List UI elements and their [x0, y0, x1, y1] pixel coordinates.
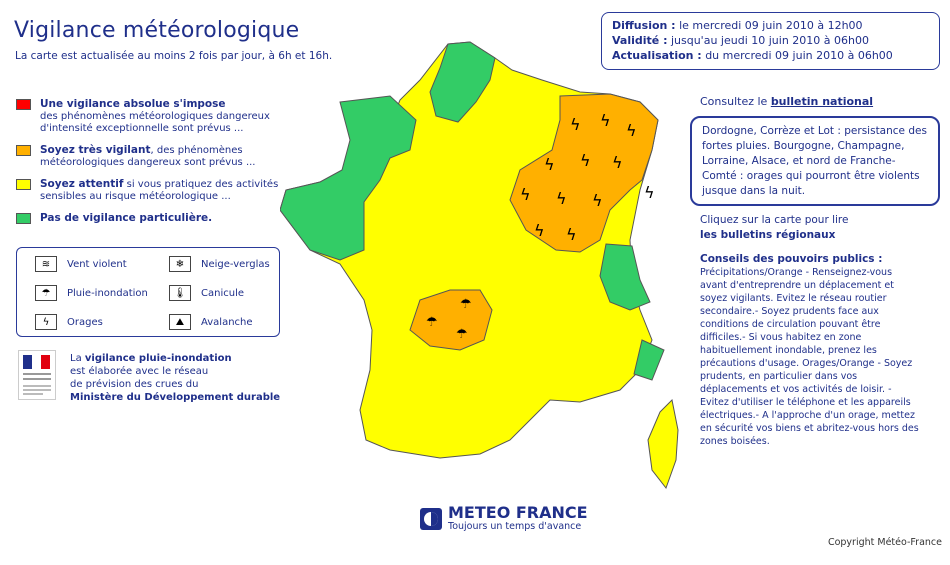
- conseils-title: Conseils des pouvoirs publics :: [700, 253, 883, 265]
- ministry-line2: est élaborée avec le réseau: [70, 366, 209, 377]
- storm-label: Orages: [67, 316, 103, 328]
- legend-red-text: des phénomènes météorologiques dangereux d'intensité exceptionnelle sont prévus ...: [40, 111, 270, 134]
- public-advice: [700, 253, 920, 448]
- legend-yellow: [16, 178, 286, 203]
- orange-swatch: [16, 145, 31, 156]
- page-subtitle: La carte est actualisée au moins 2 fois par jour, à 6h et 16h.: [15, 50, 333, 62]
- green-swatch: [16, 213, 31, 224]
- heat-label: Canicule: [201, 287, 244, 299]
- meteo-france-badge-icon: [420, 508, 442, 530]
- actualisation-label: Actualisation :: [612, 49, 702, 62]
- regional-bulletins-link[interactable]: les bulletins régionaux: [700, 229, 836, 241]
- conseils-text: Précipitations/Orange - Renseignez-vous avant d'entreprendre un déplacement et soyez vigilants. Evitez le réseau routier secondaire.- Soyez prudents face aux conditions de circulation pouvant être difficiles.- Si vous habitez en zone habituellement inondable, prenez les précautions d'usage. Orages/Orange - Soyez prudents, en particulier dans vos déplacements et vos activités de loisir. - Evitez d'utiliser le téléphone et les appareils électriques.- A l'approche d'un orage, mettez en sécurité vos biens et abritez-vous hors des zones boisées.: [700, 267, 919, 447]
- storm-icon: ϟ: [544, 155, 555, 174]
- click-map-hint: [700, 213, 848, 243]
- phenomenon-storm: [35, 314, 103, 330]
- legend-red: [16, 98, 286, 135]
- snow-ice-icon: ❄: [169, 256, 191, 272]
- storm-icon: ϟ: [35, 314, 57, 330]
- phenomenon-snow: [169, 256, 270, 272]
- ministry-line1-bold: vigilance pluie-inondation: [84, 353, 232, 364]
- heatwave-icon: 🌡: [169, 285, 191, 301]
- bulletin-national-link[interactable]: bulletin national: [770, 95, 874, 108]
- snow-label: Neige-verglas: [201, 258, 270, 270]
- phenomenon-heat: [169, 285, 244, 301]
- storm-icon: ϟ: [520, 185, 531, 204]
- storm-icon: ϟ: [626, 121, 637, 140]
- rain-flood-icon: ☂: [456, 327, 468, 342]
- phenomenon-wind: [35, 256, 127, 272]
- validite-label: Validité :: [612, 34, 668, 47]
- storm-icon: ϟ: [580, 151, 591, 170]
- phenomenon-rain: [35, 285, 148, 301]
- rain-flood-icon: ☂: [426, 315, 438, 330]
- storm-icon: ϟ: [534, 221, 545, 240]
- legend-orange-text: , des phénomènes météorologiques dangereux sont prévus ...: [40, 145, 256, 168]
- rain-flood-icon: ☂: [460, 297, 472, 312]
- rain-label: Pluie-inondation: [67, 287, 148, 299]
- storm-icon: ϟ: [592, 191, 603, 210]
- meteo-france-logo[interactable]: [420, 505, 588, 532]
- diffusion-value: le mercredi 09 juin 2010 à 12h00: [679, 19, 863, 32]
- storm-icon: ϟ: [556, 189, 567, 208]
- ministry-line1-prefix: La: [70, 353, 85, 364]
- click-map-line1: Cliquez sur la carte pour lire: [700, 214, 849, 226]
- bulletin-prefix: Consultez le: [700, 95, 771, 108]
- avalanche-label: Avalanche: [201, 316, 253, 328]
- wind-icon: ≋: [35, 256, 57, 272]
- avalanche-icon: ⛰: [169, 314, 191, 330]
- legend-green: [16, 212, 286, 225]
- copyright: Copyright Météo-France: [827, 537, 942, 548]
- page-title: Vigilance météorologique: [14, 18, 300, 43]
- vigilance-map[interactable]: [280, 40, 680, 490]
- diffusion-label: Diffusion :: [612, 19, 676, 32]
- phenomena-legend: [16, 247, 280, 337]
- corsica[interactable]: [648, 400, 678, 488]
- wind-label: Vent violent: [67, 258, 127, 270]
- bulletin-national-line: [700, 95, 873, 108]
- vigilance-legend: [16, 98, 286, 234]
- legend-green-title: Pas de vigilance particulière.: [40, 212, 213, 224]
- validite-value: jusqu'au jeudi 10 juin 2010 à 06h00: [670, 34, 869, 47]
- republique-francaise-logo: [18, 350, 56, 400]
- storm-icon: ϟ: [612, 153, 623, 172]
- yellow-swatch: [16, 179, 31, 190]
- legend-orange: [16, 144, 286, 169]
- legend-orange-title: Soyez très vigilant: [40, 144, 151, 156]
- rain-flood-icon: ☂: [35, 285, 57, 301]
- brand-tagline: Toujours un temps d'avance: [448, 521, 582, 532]
- actualisation-value: du mercredi 09 juin 2010 à 06h00: [705, 49, 893, 62]
- summary-box: Dordogne, Corrèze et Lot : persistance des fortes pluies. Bourgogne, Champagne, Lorraine, Alsace, et nord de Franche-Comté : orages qui pourront être violents jusque dans la nuit.: [690, 116, 940, 206]
- ministry-line3: de prévision des crues du: [70, 379, 199, 390]
- storm-icon: ϟ: [566, 225, 577, 244]
- storm-icon: ϟ: [600, 111, 611, 130]
- ministry-line4: Ministère du Développement durable: [70, 392, 281, 403]
- brand-name: METEO FRANCE: [448, 503, 588, 522]
- storm-icon: ϟ: [644, 183, 655, 202]
- phenomenon-avalanche: [169, 314, 253, 330]
- red-swatch: [16, 99, 31, 110]
- legend-red-title: Une vigilance absolue s'impose: [40, 98, 226, 110]
- legend-yellow-text: si vous pratiquez des activités sensibles au risque météorologique ...: [40, 179, 279, 202]
- legend-yellow-title: Soyez attentif: [40, 178, 124, 190]
- storm-icon: ϟ: [570, 115, 581, 134]
